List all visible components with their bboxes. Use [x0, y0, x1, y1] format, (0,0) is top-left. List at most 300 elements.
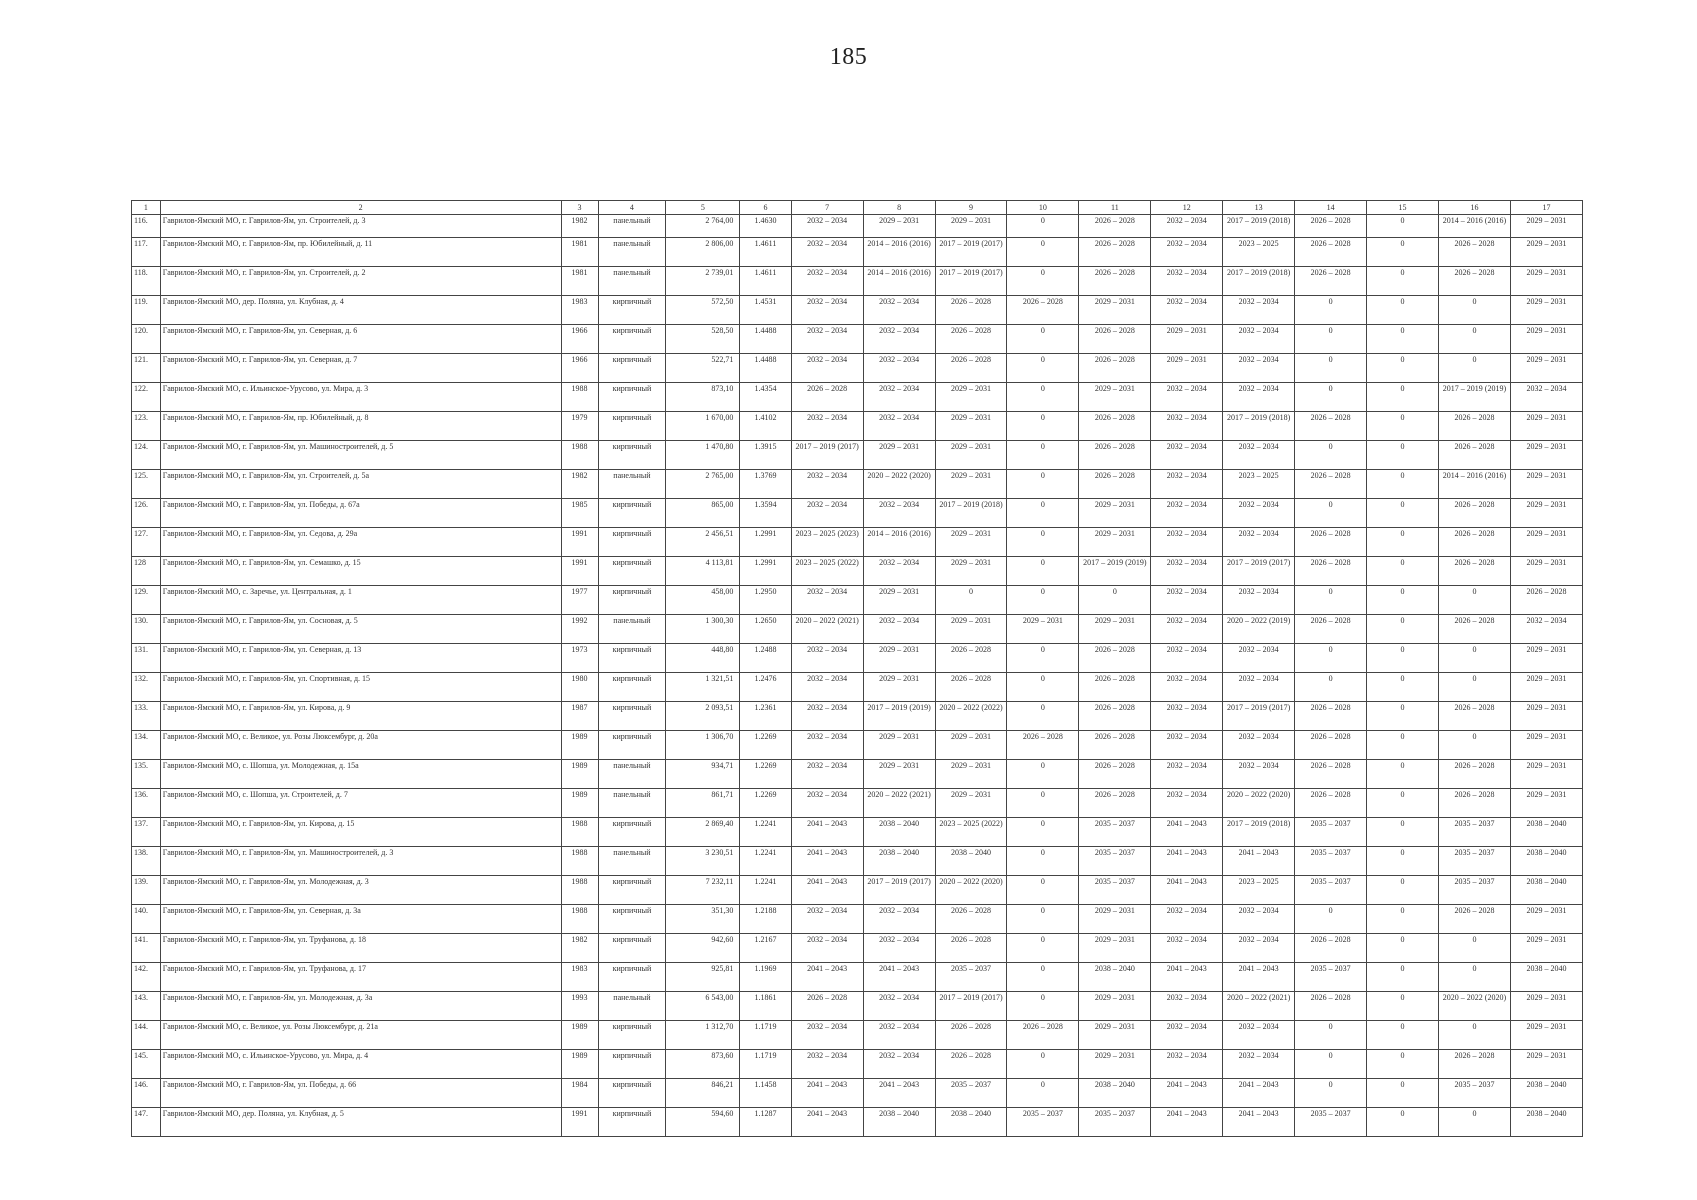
table-cell: 2032 – 2034	[1223, 499, 1295, 528]
table-cell: кирпичный	[598, 1050, 666, 1079]
column-header: 16	[1438, 201, 1510, 215]
table-cell: 2026 – 2028	[1438, 238, 1510, 267]
table-cell: Гаврилов-Ямский МО, г. Гаврилов-Ям, ул. Семашко, д. 15	[160, 557, 561, 586]
table-cell: 1979	[561, 412, 598, 441]
table-cell: Гаврилов-Ямский МО, с. Заречье, ул. Центральная, д. 1	[160, 586, 561, 615]
table-cell: 2029 – 2031	[1510, 412, 1582, 441]
table-cell: кирпичный	[598, 673, 666, 702]
table-cell: 2029 – 2031	[1510, 470, 1582, 499]
table-cell: 2029 – 2031	[1510, 905, 1582, 934]
table-cell: 2035 – 2037	[1007, 1108, 1079, 1137]
table-cell: 2029 – 2031	[935, 731, 1007, 760]
table-cell: 2020 – 2022 (2020)	[863, 470, 935, 499]
table-cell: 2035 – 2037	[1079, 847, 1151, 876]
table-cell: 2026 – 2028	[1438, 789, 1510, 818]
table-cell: 0	[1367, 557, 1439, 586]
table-cell: 1 470,80	[666, 441, 740, 470]
table-row	[132, 325, 1583, 354]
table-cell: 0	[1367, 818, 1439, 847]
table-cell: Гаврилов-Ямский МО, г. Гаврилов-Ям, ул. Строителей, д. 2	[160, 267, 561, 296]
table-cell: панельный	[598, 238, 666, 267]
table-row	[132, 963, 1583, 992]
table-cell: 2026 – 2028	[1438, 557, 1510, 586]
table-cell: кирпичный	[598, 905, 666, 934]
table-row	[132, 905, 1583, 934]
table-cell: 2041 – 2043	[791, 1108, 863, 1137]
table-cell: 2026 – 2028	[1295, 412, 1367, 441]
table-cell: 118.	[132, 267, 161, 296]
table-cell: 0	[1367, 470, 1439, 499]
table-cell: 2032 – 2034	[1151, 528, 1223, 557]
table-row	[132, 383, 1583, 412]
table-cell: 522,71	[666, 354, 740, 383]
table-cell: кирпичный	[598, 963, 666, 992]
table-cell: 0	[1295, 354, 1367, 383]
table-cell: 1.3915	[740, 441, 791, 470]
table-cell: 2029 – 2031	[935, 528, 1007, 557]
table-cell: 116.	[132, 215, 161, 238]
table-cell: 1991	[561, 1108, 598, 1137]
table-cell: 2032 – 2034	[791, 731, 863, 760]
table-cell: 2026 – 2028	[935, 644, 1007, 673]
table-cell: 1.4630	[740, 215, 791, 238]
table-cell: 2026 – 2028	[791, 383, 863, 412]
table-cell: 4 113,81	[666, 557, 740, 586]
table-cell: 2026 – 2028	[1007, 1021, 1079, 1050]
table-cell: 1984	[561, 1079, 598, 1108]
table-cell: 147.	[132, 1108, 161, 1137]
column-header: 8	[863, 201, 935, 215]
table-cell: 2038 – 2040	[1510, 818, 1582, 847]
table-cell: 1.4102	[740, 412, 791, 441]
table-cell: 121.	[132, 354, 161, 383]
table-cell: 2029 – 2031	[1510, 499, 1582, 528]
table-cell: Гаврилов-Ямский МО, г. Гаврилов-Ям, ул. Труфанова, д. 17	[160, 963, 561, 992]
table-cell: 2038 – 2040	[863, 818, 935, 847]
table-cell: 2029 – 2031	[863, 441, 935, 470]
table-cell: 2041 – 2043	[791, 818, 863, 847]
table-cell: 2029 – 2031	[863, 760, 935, 789]
table-cell: 2029 – 2031	[863, 731, 935, 760]
table-cell: 1.1287	[740, 1108, 791, 1137]
table-cell: 1988	[561, 905, 598, 934]
table-cell: 0	[1295, 586, 1367, 615]
table-cell: 1991	[561, 557, 598, 586]
table-cell: 0	[1007, 238, 1079, 267]
table-cell: 2032 – 2034	[1151, 215, 1223, 238]
table-cell: 0	[1007, 673, 1079, 702]
table-cell: 1991	[561, 528, 598, 557]
table-cell: 0	[1367, 673, 1439, 702]
table-row	[132, 1079, 1583, 1108]
table-cell: 2029 – 2031	[1510, 528, 1582, 557]
table-cell: 2026 – 2028	[1295, 760, 1367, 789]
table-cell: 0	[1438, 644, 1510, 673]
table-cell: 2032 – 2034	[863, 499, 935, 528]
table-cell: 0	[1007, 499, 1079, 528]
table-cell: 0	[935, 586, 1007, 615]
table-cell: 2032 – 2034	[1151, 412, 1223, 441]
table-cell: 2032 – 2034	[791, 702, 863, 731]
table-cell: 1.2269	[740, 731, 791, 760]
table-cell: кирпичный	[598, 731, 666, 760]
table-cell: 2032 – 2034	[791, 470, 863, 499]
table-cell: 0	[1007, 789, 1079, 818]
table-cell: 2029 – 2031	[1079, 296, 1151, 325]
table-cell: панельный	[598, 789, 666, 818]
table-cell: 2035 – 2037	[1079, 876, 1151, 905]
table-cell: 0	[1438, 325, 1510, 354]
table-cell: 2032 – 2034	[1223, 528, 1295, 557]
table-cell: 2020 – 2022 (2021)	[791, 615, 863, 644]
table-cell: 0	[1367, 267, 1439, 296]
table-cell: 2026 – 2028	[1079, 441, 1151, 470]
column-header: 13	[1223, 201, 1295, 215]
table-cell: 1 321,51	[666, 673, 740, 702]
table-cell: Гаврилов-Ямский МО, г. Гаврилов-Ям, ул. Северная, д. 6	[160, 325, 561, 354]
table-cell: 0	[1007, 847, 1079, 876]
table-cell: 2023 – 2025 (2023)	[791, 528, 863, 557]
table-cell: 2017 – 2019 (2017)	[1223, 557, 1295, 586]
table-cell: 2026 – 2028	[791, 992, 863, 1021]
table-cell: кирпичный	[598, 325, 666, 354]
table-cell: панельный	[598, 992, 666, 1021]
table-cell: 3 230,51	[666, 847, 740, 876]
table-cell: 0	[1295, 1050, 1367, 1079]
table-cell: 0	[1295, 296, 1367, 325]
table-cell: 2026 – 2028	[1079, 238, 1151, 267]
table-cell: 2038 – 2040	[1510, 1108, 1582, 1137]
table-cell: 2026 – 2028	[935, 1050, 1007, 1079]
table-cell: 1.4354	[740, 383, 791, 412]
table-cell: 1977	[561, 586, 598, 615]
table-cell: 2029 – 2031	[935, 441, 1007, 470]
table-cell: 0	[1367, 586, 1439, 615]
table-cell: 1981	[561, 267, 598, 296]
table-cell: 2035 – 2037	[1079, 818, 1151, 847]
table-cell: 2032 – 2034	[1151, 499, 1223, 528]
table-cell: 2029 – 2031	[935, 557, 1007, 586]
table-cell: 2026 – 2028	[1438, 267, 1510, 296]
table-cell: 2032 – 2034	[791, 673, 863, 702]
table-cell: 1988	[561, 383, 598, 412]
table-cell: 2032 – 2034	[1151, 934, 1223, 963]
table-row	[132, 441, 1583, 470]
table-cell: 1 670,00	[666, 412, 740, 441]
table-cell: 2029 – 2031	[1510, 441, 1582, 470]
table-cell: 2029 – 2031	[1510, 1050, 1582, 1079]
table-cell: 1966	[561, 354, 598, 383]
table-cell: 2026 – 2028	[1079, 731, 1151, 760]
table-cell: 0	[1367, 1021, 1439, 1050]
table-cell: 2032 – 2034	[791, 644, 863, 673]
table-cell: 1.1969	[740, 963, 791, 992]
table-cell: 144.	[132, 1021, 161, 1050]
table-cell: 2035 – 2037	[935, 1079, 1007, 1108]
table-cell: Гаврилов-Ямский МО, г. Гаврилов-Ям, ул. Строителей, д. 5а	[160, 470, 561, 499]
table-cell: 2026 – 2028	[1079, 789, 1151, 818]
table-cell: 1.2361	[740, 702, 791, 731]
table-cell: 2020 – 2022 (2021)	[863, 789, 935, 818]
table-cell: 0	[1367, 905, 1439, 934]
table-cell: 2032 – 2034	[1151, 992, 1223, 1021]
table-cell: 2032 – 2034	[791, 1021, 863, 1050]
table-cell: 2035 – 2037	[1079, 1108, 1151, 1137]
table-cell: 0	[1007, 1079, 1079, 1108]
table-cell: 2038 – 2040	[935, 1108, 1007, 1137]
table-cell: 1.2241	[740, 876, 791, 905]
table-cell: 2032 – 2034	[1151, 615, 1223, 644]
table-cell: 934,71	[666, 760, 740, 789]
table-cell: 2014 – 2016 (2016)	[1438, 215, 1510, 238]
table-cell: 2032 – 2034	[791, 760, 863, 789]
table-cell: 128	[132, 557, 161, 586]
table-cell: 2 456,51	[666, 528, 740, 557]
table-cell: 0	[1367, 615, 1439, 644]
table-row	[132, 731, 1583, 760]
table-cell: 2029 – 2031	[935, 470, 1007, 499]
table-cell: Гаврилов-Ямский МО, с. Великое, ул. Розы Люксембург, д. 21а	[160, 1021, 561, 1050]
table-cell: 2029 – 2031	[1079, 1021, 1151, 1050]
table-cell: 2041 – 2043	[791, 963, 863, 992]
table-cell: 2032 – 2034	[791, 499, 863, 528]
table-cell: 142.	[132, 963, 161, 992]
table-cell: 2026 – 2028	[1438, 760, 1510, 789]
table-cell: 2017 – 2019 (2017)	[791, 441, 863, 470]
table-cell: 0	[1438, 673, 1510, 702]
table-cell: 594,60	[666, 1108, 740, 1137]
table-cell: 2038 – 2040	[1510, 963, 1582, 992]
column-header: 1	[132, 201, 161, 215]
table-cell: 2020 – 2022 (2019)	[1223, 615, 1295, 644]
table-cell: 122.	[132, 383, 161, 412]
table-cell: 2026 – 2028	[1079, 412, 1151, 441]
table-cell: 2026 – 2028	[935, 934, 1007, 963]
table-cell: 1989	[561, 731, 598, 760]
table-cell: 2032 – 2034	[863, 992, 935, 1021]
table-cell: 2029 – 2031	[1510, 325, 1582, 354]
table-cell: кирпичный	[598, 934, 666, 963]
table-cell: 2032 – 2034	[791, 238, 863, 267]
table-cell: 1.4488	[740, 354, 791, 383]
table-cell: 2017 – 2019 (2017)	[935, 238, 1007, 267]
table-cell: 0	[1367, 296, 1439, 325]
table-cell: 2041 – 2043	[1151, 847, 1223, 876]
table-cell: 2032 – 2034	[791, 215, 863, 238]
table-cell: 1 306,70	[666, 731, 740, 760]
table-cell: 2038 – 2040	[1510, 847, 1582, 876]
table-cell: Гаврилов-Ямский МО, г. Гаврилов-Ям, ул. Победы, д. 67а	[160, 499, 561, 528]
table-cell: 2032 – 2034	[791, 1050, 863, 1079]
table-cell: кирпичный	[598, 586, 666, 615]
table-cell: 2032 – 2034	[1151, 673, 1223, 702]
table-cell: 1982	[561, 470, 598, 499]
table-cell: 2029 – 2031	[1510, 644, 1582, 673]
table-cell: 2032 – 2034	[791, 789, 863, 818]
table-cell: 2026 – 2028	[1079, 267, 1151, 296]
table-cell: 2032 – 2034	[1223, 325, 1295, 354]
table-cell: 2038 – 2040	[1079, 963, 1151, 992]
table-cell: 1985	[561, 499, 598, 528]
table-cell: 2026 – 2028	[1079, 354, 1151, 383]
table-cell: 2029 – 2031	[1079, 905, 1151, 934]
table-cell: Гаврилов-Ямский МО, г. Гаврилов-Ям, ул. Северная, д. 13	[160, 644, 561, 673]
table-cell: 0	[1438, 296, 1510, 325]
table-cell: 1.4611	[740, 238, 791, 267]
table-cell: 1982	[561, 215, 598, 238]
table-cell: 1.1861	[740, 992, 791, 1021]
table-cell: 2032 – 2034	[863, 296, 935, 325]
table-row	[132, 847, 1583, 876]
table-cell: 2029 – 2031	[1510, 557, 1582, 586]
table-cell: 138.	[132, 847, 161, 876]
table-cell: 2035 – 2037	[935, 963, 1007, 992]
table-cell: 2029 – 2031	[1510, 992, 1582, 1021]
table-cell: 0	[1007, 412, 1079, 441]
table-cell: 2032 – 2034	[1151, 383, 1223, 412]
table-cell: 0	[1438, 963, 1510, 992]
table-cell: 2032 – 2034	[791, 905, 863, 934]
table-cell: 2041 – 2043	[1223, 1079, 1295, 1108]
table-cell: 1.2269	[740, 760, 791, 789]
table-cell: 1989	[561, 789, 598, 818]
table-cell: Гаврилов-Ямский МО, г. Гаврилов-Ям, ул. Северная, д. 7	[160, 354, 561, 383]
table-cell: 2032 – 2034	[1151, 1021, 1223, 1050]
table-cell: Гаврилов-Ямский МО, г. Гаврилов-Ям, ул. Седова, д. 29а	[160, 528, 561, 557]
table-cell: 2032 – 2034	[1151, 296, 1223, 325]
table-cell: 1.2950	[740, 586, 791, 615]
table-cell: 2 093,51	[666, 702, 740, 731]
table-cell: 2029 – 2031	[935, 215, 1007, 238]
table-cell: 2023 – 2025 (2022)	[935, 818, 1007, 847]
table-row	[132, 586, 1583, 615]
table-row	[132, 615, 1583, 644]
table-cell: 2032 – 2034	[1151, 1050, 1223, 1079]
table-cell: 1.3594	[740, 499, 791, 528]
table-cell: Гаврилов-Ямский МО, г. Гаврилов-Ям, ул. Молодежная, д. 3а	[160, 992, 561, 1021]
table-cell: кирпичный	[598, 1108, 666, 1137]
table-cell: 0	[1007, 992, 1079, 1021]
table-cell: 2026 – 2028	[1295, 215, 1367, 238]
table-cell: 2026 – 2028	[1295, 702, 1367, 731]
column-header: 9	[935, 201, 1007, 215]
table-cell: 2032 – 2034	[863, 905, 935, 934]
table-cell: 1.2991	[740, 557, 791, 586]
table-cell: 2035 – 2037	[1295, 963, 1367, 992]
table-cell: 0	[1367, 1108, 1439, 1137]
table-row	[132, 1108, 1583, 1137]
column-header: 2	[160, 201, 561, 215]
table-cell: Гаврилов-Ямский МО, г. Гаврилов-Ям, пр. Юбилейный, д. 11	[160, 238, 561, 267]
table-cell: Гаврилов-Ямский МО, г. Гаврилов-Ям, ул. Машиностроителей, д. 5	[160, 441, 561, 470]
table-cell: 2029 – 2031	[1510, 934, 1582, 963]
table-cell: кирпичный	[598, 1021, 666, 1050]
table-cell: 2032 – 2034	[1223, 383, 1295, 412]
table-cell: 0	[1438, 354, 1510, 383]
table-cell: 0	[1367, 499, 1439, 528]
table-cell: кирпичный	[598, 702, 666, 731]
table-cell: 1988	[561, 441, 598, 470]
table-cell: 6 543,00	[666, 992, 740, 1021]
table-cell: 0	[1367, 1079, 1439, 1108]
table-cell: 2029 – 2031	[1151, 354, 1223, 383]
table-cell: 2 764,00	[666, 215, 740, 238]
table-cell: Гаврилов-Ямский МО, г. Гаврилов-Ям, ул. Сосновая, д. 5	[160, 615, 561, 644]
table-cell: 942,60	[666, 934, 740, 963]
table-cell: 2032 – 2034	[791, 586, 863, 615]
table-cell: 2023 – 2025 (2022)	[791, 557, 863, 586]
table-cell: 0	[1007, 354, 1079, 383]
table-cell: 2038 – 2040	[1510, 876, 1582, 905]
table-cell: 0	[1007, 586, 1079, 615]
table-cell: 2032 – 2034	[1223, 905, 1295, 934]
table-cell: 448,80	[666, 644, 740, 673]
table-cell: 2026 – 2028	[1007, 731, 1079, 760]
table-cell: кирпичный	[598, 499, 666, 528]
table-cell: 1966	[561, 325, 598, 354]
table-cell: 2029 – 2031	[1510, 731, 1582, 760]
table-cell: 2032 – 2034	[1510, 615, 1582, 644]
table-cell: 133.	[132, 702, 161, 731]
table-cell: 125.	[132, 470, 161, 499]
table-cell: 873,10	[666, 383, 740, 412]
table-cell: 0	[1007, 702, 1079, 731]
table-cell: 2026 – 2028	[935, 905, 1007, 934]
table-cell: 136.	[132, 789, 161, 818]
table-cell: 2041 – 2043	[1151, 963, 1223, 992]
table-cell: 2 765,00	[666, 470, 740, 499]
table-cell: Гаврилов-Ямский МО, с. Шопша, ул. Строителей, д. 7	[160, 789, 561, 818]
table-cell: 146.	[132, 1079, 161, 1108]
table-cell: 2026 – 2028	[1079, 673, 1151, 702]
table-cell: 0	[1367, 963, 1439, 992]
table-cell: кирпичный	[598, 557, 666, 586]
table-cell: 2 806,00	[666, 238, 740, 267]
table-cell: 2029 – 2031	[1510, 296, 1582, 325]
table-cell: 1989	[561, 1021, 598, 1050]
table-cell: 2041 – 2043	[1151, 818, 1223, 847]
table-cell: 2026 – 2028	[935, 1021, 1007, 1050]
table-cell: кирпичный	[598, 528, 666, 557]
table-cell: 2014 – 2016 (2016)	[1438, 470, 1510, 499]
table-cell: 2032 – 2034	[1151, 267, 1223, 296]
table-cell: 2032 – 2034	[863, 325, 935, 354]
table-cell: Гаврилов-Ямский МО, с. Ильинское-Урусово, ул. Мира, д. 4	[160, 1050, 561, 1079]
table-cell: 2032 – 2034	[791, 296, 863, 325]
table-cell: 2035 – 2037	[1295, 1108, 1367, 1137]
table-cell: 1992	[561, 615, 598, 644]
table-cell: 0	[1007, 557, 1079, 586]
table-cell: 117.	[132, 238, 161, 267]
table-cell: 458,00	[666, 586, 740, 615]
table-cell: 2029 – 2031	[935, 789, 1007, 818]
table-row	[132, 354, 1583, 383]
table-cell: 2017 – 2019 (2018)	[1223, 412, 1295, 441]
table-cell: 1.2991	[740, 528, 791, 557]
table-cell: 119.	[132, 296, 161, 325]
table-cell: 1980	[561, 673, 598, 702]
table-cell: 0	[1007, 818, 1079, 847]
table-cell: 2026 – 2028	[1438, 905, 1510, 934]
table-cell: 0	[1367, 325, 1439, 354]
table-cell: 2032 – 2034	[1223, 1050, 1295, 1079]
table-cell: 2032 – 2034	[1223, 441, 1295, 470]
table-cell: 2017 – 2019 (2018)	[1223, 215, 1295, 238]
table-cell: 1.2650	[740, 615, 791, 644]
table-cell: 2038 – 2040	[863, 1108, 935, 1137]
table-cell: 130.	[132, 615, 161, 644]
table-cell: 1983	[561, 963, 598, 992]
